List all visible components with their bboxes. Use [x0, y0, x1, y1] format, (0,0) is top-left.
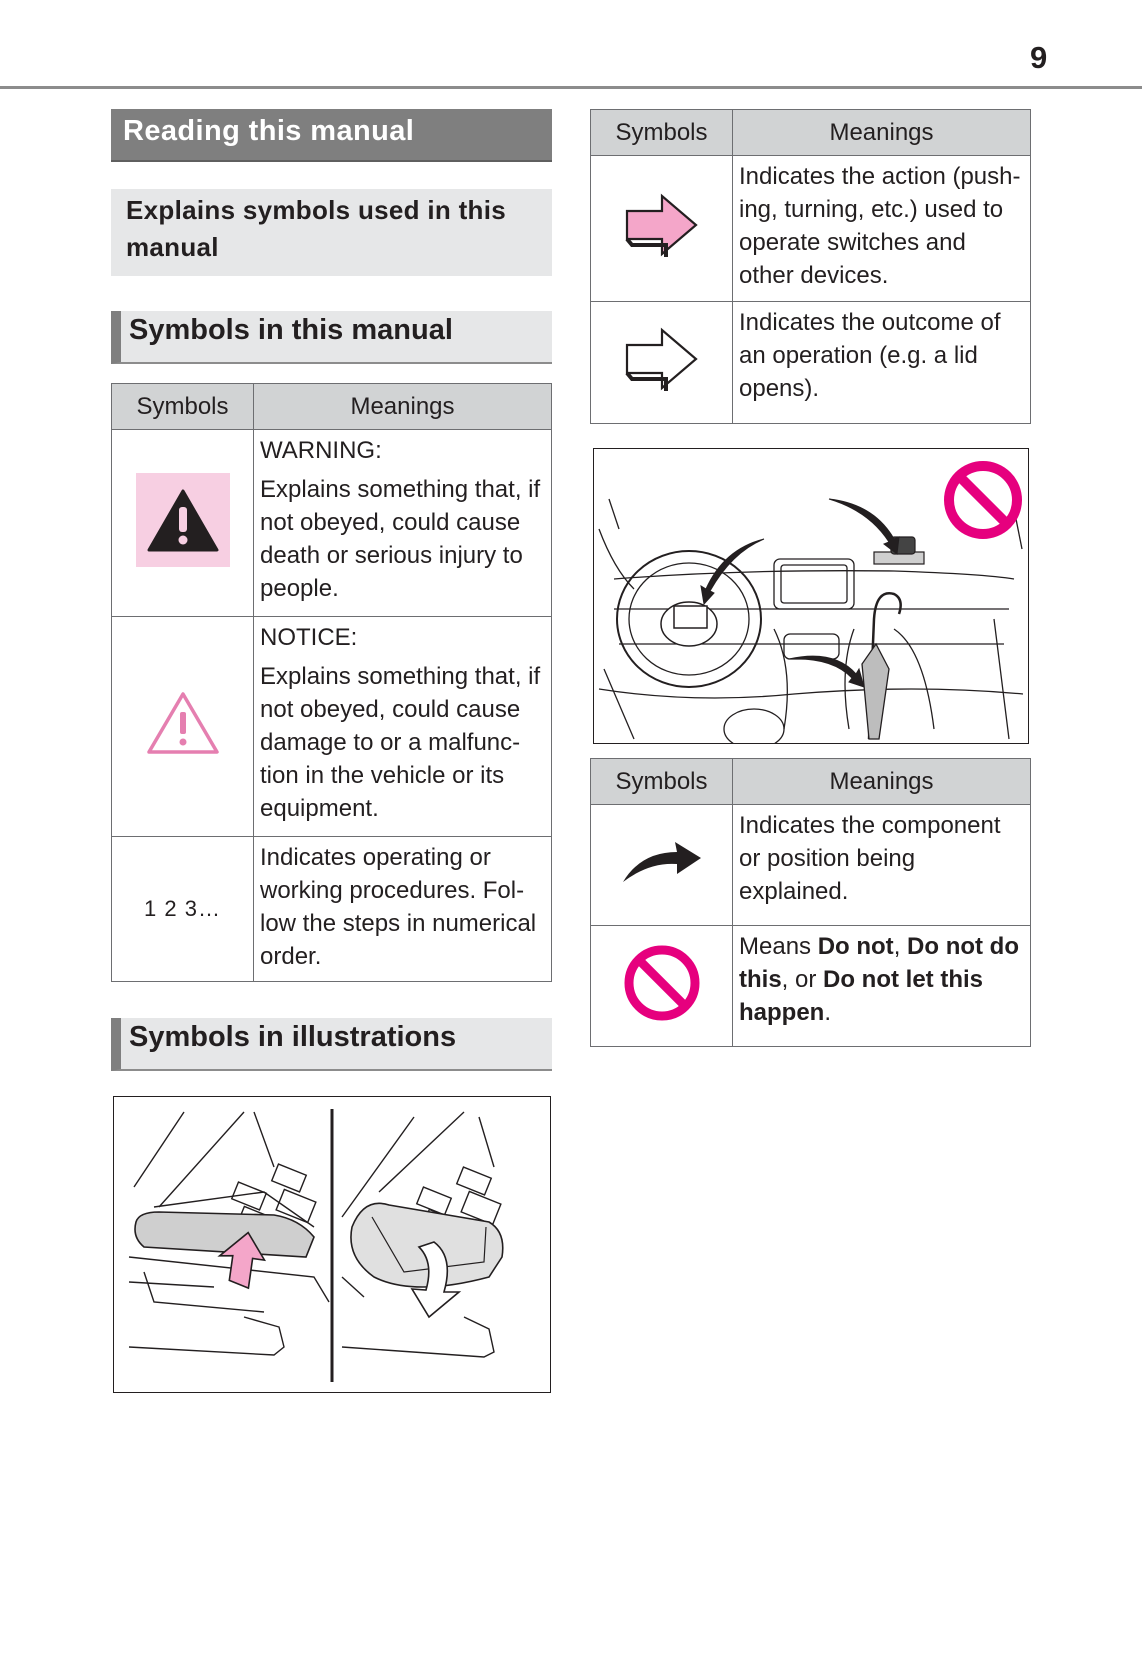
meaning-text: Indicates the action (push-ing, turning, etc.) used to operate switches and other devices.	[739, 163, 1021, 289]
meaning-text: Indicates the outcome of an operation (e.g. a lid opens).	[739, 309, 1001, 402]
meaning-cell	[733, 805, 1031, 926]
page-number: 9	[1030, 40, 1048, 75]
top-rule	[0, 86, 1142, 89]
table-row	[112, 430, 552, 617]
symbol-cell	[591, 926, 733, 1047]
meaning-cell	[733, 926, 1031, 1047]
notice-triangle-outline-icon	[145, 690, 221, 756]
steps-symbol: 1 2 3…	[144, 896, 221, 921]
table-row	[112, 837, 552, 982]
meaning-cell	[254, 617, 552, 837]
table-header-meanings: Meanings	[733, 759, 1031, 805]
manual-symbols-table	[111, 383, 552, 982]
dashboard-drawing	[594, 449, 1028, 743]
meaning-cell	[254, 430, 552, 617]
table-header-symbols: Symbols	[591, 759, 733, 805]
page-subtitle: Explains symbols used in this manual	[111, 189, 552, 276]
meaning-text: Means Do not, Do not do this, or Do not let this happen.	[739, 933, 1019, 1026]
meaning-cell	[254, 837, 552, 982]
symbol-cell	[591, 156, 733, 302]
table-header-meanings: Meanings	[254, 384, 552, 430]
illustration-symbols-table-1	[590, 109, 1031, 424]
console-drawing	[114, 1097, 550, 1392]
table-row	[591, 926, 1031, 1047]
symbol-cell	[591, 805, 733, 926]
warning-label: WARNING:	[260, 437, 382, 464]
symbol-cell	[591, 302, 733, 424]
outline-outcome-arrow-icon	[624, 327, 700, 391]
black-pointer-arrow-icon	[621, 838, 703, 886]
prohibition-sign-icon	[623, 944, 701, 1022]
dashboard-illustration	[593, 448, 1029, 744]
meaning-text: Explains something that, if not obeyed, could cause death or serious injury to people.	[260, 476, 541, 602]
table-row	[591, 302, 1031, 424]
meaning-cell	[733, 302, 1031, 424]
section-header-symbols-illustrations: Symbols in illustrations	[111, 1018, 552, 1071]
meaning-text: Indicates operating or working procedures. Fol-low the steps in numerical order.	[260, 844, 537, 970]
table-header-symbols: Symbols	[112, 384, 254, 430]
symbol-cell	[112, 837, 254, 982]
meaning-text: Indicates the component or position being explained.	[739, 812, 1001, 905]
table-row	[591, 805, 1031, 926]
page-title: Reading this manual	[111, 109, 552, 162]
table-header-symbols: Symbols	[591, 110, 733, 156]
table-row	[112, 617, 552, 837]
section-header-symbols-manual: Symbols in this manual	[111, 311, 552, 364]
console-illustration	[113, 1096, 551, 1393]
illustration-symbols-table-2	[590, 758, 1031, 1047]
table-row	[591, 156, 1031, 302]
notice-label: NOTICE:	[260, 624, 358, 651]
meaning-text: Explains something that, if not obeyed, could cause damage to or a malfunc-tion in the vehicle or its equipment.	[260, 663, 541, 822]
warning-triangle-filled-icon	[136, 473, 230, 567]
symbol-cell	[112, 617, 254, 837]
table-header-meanings: Meanings	[733, 110, 1031, 156]
pink-action-arrow-icon	[624, 193, 700, 257]
meaning-cell	[733, 156, 1031, 302]
symbol-cell	[112, 430, 254, 617]
